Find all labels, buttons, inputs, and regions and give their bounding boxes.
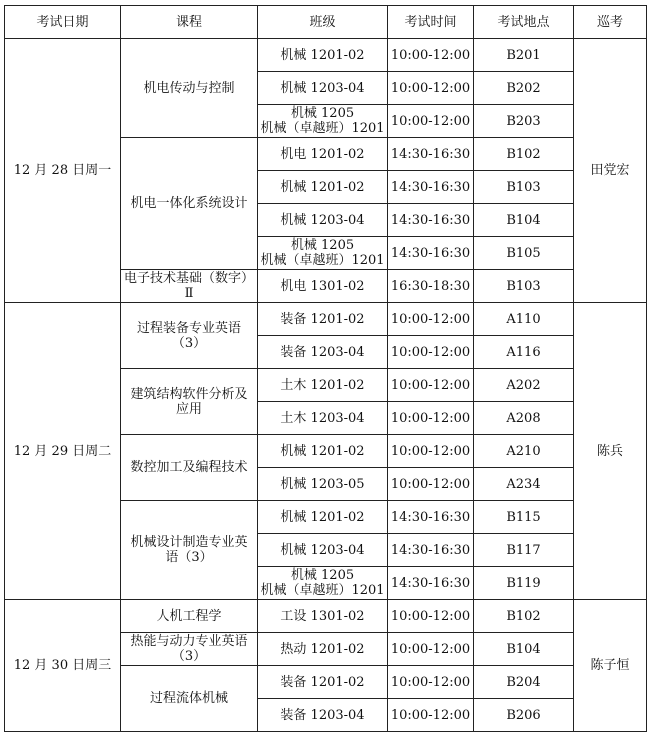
class-cell: 热动 1201-02 bbox=[258, 633, 388, 666]
location-cell: A116 bbox=[474, 336, 574, 369]
location-cell: A234 bbox=[474, 468, 574, 501]
time-cell: 10:00-12:00 bbox=[388, 402, 474, 435]
time-cell: 16:30-18:30 bbox=[388, 270, 474, 303]
class-cell: 机电 1201-02 bbox=[258, 138, 388, 171]
time-cell: 14:30-16:30 bbox=[388, 501, 474, 534]
location-cell: A210 bbox=[474, 435, 574, 468]
proctor-cell: 陈子恒 bbox=[574, 600, 647, 732]
course-name-cell: 机电一体化系统设计 bbox=[121, 138, 258, 270]
time-cell: 10:00-12:00 bbox=[388, 699, 474, 732]
time-cell: 14:30-16:30 bbox=[388, 567, 474, 600]
location-cell: B102 bbox=[474, 138, 574, 171]
location-cell: B204 bbox=[474, 666, 574, 699]
class-cell: 机械 1201-02 bbox=[258, 171, 388, 204]
class-cell: 机械 1205 机械（卓越班）1201 bbox=[258, 237, 388, 270]
table-row bbox=[5, 303, 647, 336]
header-class: 班级 bbox=[258, 6, 388, 39]
time-cell: 10:00-12:00 bbox=[388, 468, 474, 501]
location-cell: B206 bbox=[474, 699, 574, 732]
class-cell: 装备 1203-04 bbox=[258, 699, 388, 732]
location-cell: B201 bbox=[474, 39, 574, 72]
class-cell: 机械 1201-02 bbox=[258, 435, 388, 468]
class-cell: 装备 1201-02 bbox=[258, 303, 388, 336]
class-cell: 机械 1201-02 bbox=[258, 501, 388, 534]
class-cell: 机械 1201-02 bbox=[258, 39, 388, 72]
time-cell: 10:00-12:00 bbox=[388, 39, 474, 72]
location-cell: A208 bbox=[474, 402, 574, 435]
header-date: 考试日期 bbox=[5, 6, 121, 39]
class-cell: 机电 1301-02 bbox=[258, 270, 388, 303]
time-cell: 14:30-16:30 bbox=[388, 237, 474, 270]
course-name-cell: 过程装备专业英语 （3） bbox=[121, 303, 258, 369]
location-cell: B103 bbox=[474, 171, 574, 204]
exam-schedule-table bbox=[4, 5, 647, 732]
header-time: 考试时间 bbox=[388, 6, 474, 39]
class-cell: 机械 1205 机械（卓越班）1201 bbox=[258, 105, 388, 138]
time-cell: 10:00-12:00 bbox=[388, 435, 474, 468]
schedule-body bbox=[5, 39, 647, 732]
course-name-cell: 过程流体机械 bbox=[121, 666, 258, 732]
time-cell: 10:00-12:00 bbox=[388, 336, 474, 369]
location-cell: B119 bbox=[474, 567, 574, 600]
location-cell: B115 bbox=[474, 501, 574, 534]
header-row bbox=[5, 6, 647, 39]
class-cell: 机械 1203-04 bbox=[258, 204, 388, 237]
table-row bbox=[5, 600, 647, 633]
time-cell: 10:00-12:00 bbox=[388, 666, 474, 699]
location-cell: B102 bbox=[474, 600, 574, 633]
exam-date-cell: 12 月 30 日周三 bbox=[5, 600, 121, 732]
time-cell: 14:30-16:30 bbox=[388, 204, 474, 237]
location-cell: B117 bbox=[474, 534, 574, 567]
location-cell: B203 bbox=[474, 105, 574, 138]
time-cell: 10:00-12:00 bbox=[388, 105, 474, 138]
course-name-cell: 机电传动与控制 bbox=[121, 39, 258, 138]
class-cell: 土木 1203-04 bbox=[258, 402, 388, 435]
location-cell: A202 bbox=[474, 369, 574, 402]
exam-date-cell: 12 月 28 日周一 bbox=[5, 39, 121, 303]
proctor-cell: 陈兵 bbox=[574, 303, 647, 600]
time-cell: 14:30-16:30 bbox=[388, 534, 474, 567]
class-cell: 装备 1201-02 bbox=[258, 666, 388, 699]
location-cell: B104 bbox=[474, 204, 574, 237]
location-cell: B104 bbox=[474, 633, 574, 666]
header-proctor: 巡考 bbox=[574, 6, 647, 39]
course-name-cell: 热能与动力专业英语 （3） bbox=[121, 633, 258, 666]
location-cell: B202 bbox=[474, 72, 574, 105]
course-name-cell: 电子技术基础（数字） Ⅱ bbox=[121, 270, 258, 303]
time-cell: 10:00-12:00 bbox=[388, 303, 474, 336]
time-cell: 14:30-16:30 bbox=[388, 171, 474, 204]
class-cell: 机械 1203-05 bbox=[258, 468, 388, 501]
class-cell: 土木 1201-02 bbox=[258, 369, 388, 402]
table-row bbox=[5, 39, 647, 72]
time-cell: 14:30-16:30 bbox=[388, 138, 474, 171]
header-course: 课程 bbox=[121, 6, 258, 39]
time-cell: 10:00-12:00 bbox=[388, 369, 474, 402]
course-name-cell: 建筑结构软件分析及 应用 bbox=[121, 369, 258, 435]
class-cell: 工设 1301-02 bbox=[258, 600, 388, 633]
time-cell: 10:00-12:00 bbox=[388, 600, 474, 633]
class-cell: 机械 1205 机械（卓越班）1201 bbox=[258, 567, 388, 600]
header-location: 考试地点 bbox=[474, 6, 574, 39]
location-cell: B105 bbox=[474, 237, 574, 270]
proctor-cell: 田党宏 bbox=[574, 39, 647, 303]
time-cell: 10:00-12:00 bbox=[388, 72, 474, 105]
course-name-cell: 数控加工及编程技术 bbox=[121, 435, 258, 501]
class-cell: 机械 1203-04 bbox=[258, 534, 388, 567]
location-cell: B103 bbox=[474, 270, 574, 303]
course-name-cell: 机械设计制造专业英 语（3） bbox=[121, 501, 258, 600]
class-cell: 机械 1203-04 bbox=[258, 72, 388, 105]
exam-date-cell: 12 月 29 日周二 bbox=[5, 303, 121, 600]
location-cell: A110 bbox=[474, 303, 574, 336]
course-name-cell: 人机工程学 bbox=[121, 600, 258, 633]
class-cell: 装备 1203-04 bbox=[258, 336, 388, 369]
time-cell: 10:00-12:00 bbox=[388, 633, 474, 666]
